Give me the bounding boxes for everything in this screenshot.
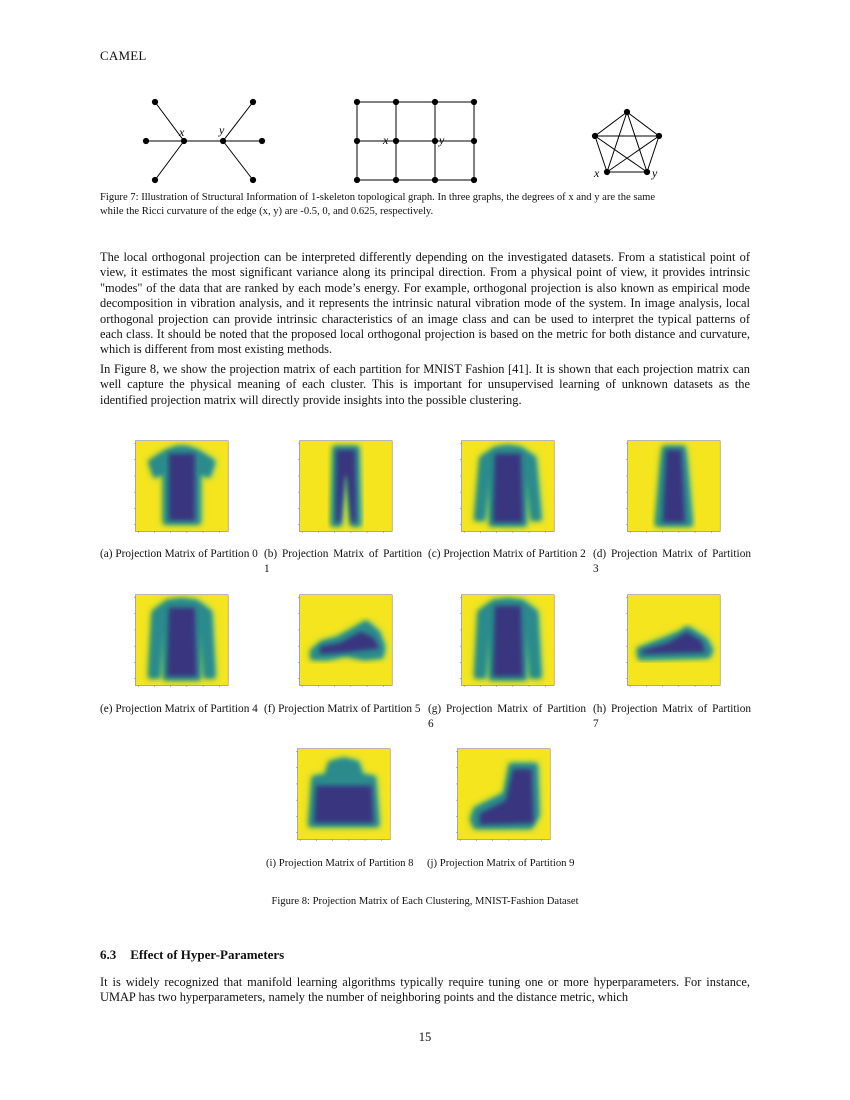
projection-matrix-shirt <box>454 590 556 694</box>
page-number: 15 <box>418 1030 432 1044</box>
panel-h <box>620 590 722 694</box>
running-header: CAMEL <box>100 48 147 63</box>
graph-complete-k5 <box>592 109 661 174</box>
section-title: Effect of Hyper-Parameters <box>130 947 285 962</box>
matrix-core <box>314 786 373 823</box>
figure7-svg <box>140 96 760 186</box>
graph-grid <box>354 99 476 182</box>
projection-matrix-boot <box>450 744 552 848</box>
section-paragraph: It is widely recognized that manifold learning algorithms typically require tuning one or more hyperparameters. For instance, UMAP has two hyperparameters, namely the number of neighboring points and the distance metric, which <box>100 975 750 1005</box>
subcaption-c: (c) Projection Matrix of Partition 2 <box>428 548 586 560</box>
projection-matrix-bag <box>290 744 392 848</box>
subcaption-e: (e) Projection Matrix of Partition 4 <box>100 703 258 715</box>
panel-c <box>454 436 556 540</box>
subcaption-f: (f) Projection Matrix of Partition 5 <box>264 703 421 715</box>
subcaption-b: (b) Projection Matrix of Partition 1 <box>264 548 422 575</box>
graph1-label-y: y <box>219 123 225 137</box>
projection-matrix-dress <box>620 436 722 540</box>
graph2-label-x: x <box>383 133 389 147</box>
matrix-core <box>493 606 523 676</box>
paragraph-figure8-intro: In Figure 8, we show the projection matrix of each partition for MNIST Fashion [41]. It is shown that each projection matrix can well capture the physical meaning of each cluster. This is important for unsupervised learning of unknown datasets as the identified projection matrix will directly provide insights into the possible clustering. <box>100 362 750 407</box>
panel-a <box>128 436 230 540</box>
graph3-label-x: x <box>594 166 600 180</box>
paragraph-orthogonal-projection: The local orthogonal projection can be interpreted differently depending on the investigated datasets. From a statistical point of view, it estimates the most significant variance along its principal direction. From a physical point of view, it provides intrinsic "modes" of the data that are ranked by each mode’s energy. For example, orthogonal projection is also known as empirical mode decomposition in vibration analysis, and it represents the intrinsic natural vibration mode of the system. In image analysis, local orthogonal projection can provide intrinsic characteristics of an image class and can be used to interpret the typical patterns of each class. It should be noted that the proposed local orthogonal projection is based on the metric for both distance and curvature, which is different from most existing methods. <box>100 250 750 357</box>
section-number: 6.3 <box>100 947 117 962</box>
section-heading <box>100 947 284 963</box>
projection-matrix-sneaker <box>620 590 722 694</box>
panel-i <box>290 744 392 848</box>
matrix-core <box>663 450 685 522</box>
panel-j <box>450 744 552 848</box>
graph3-label-y: y <box>652 166 658 180</box>
figure7-caption-line1: Figure 7: Illustration of Structural Information of 1-skeleton topological graph. In three graphs, the degrees of x and y are the same <box>100 192 656 203</box>
projection-matrix-tshirt <box>128 436 230 540</box>
panel-f <box>292 590 394 694</box>
panel-b <box>292 436 394 540</box>
panel-d <box>620 436 722 540</box>
projection-matrix-sandal <box>292 590 394 694</box>
matrix-core <box>167 608 197 677</box>
subcaption-g: (g) Projection Matrix of Partition 6 <box>428 703 586 730</box>
graph1-label-x: x <box>179 125 185 139</box>
subcaption-i: (i) Projection Matrix of Partition 8 <box>266 857 414 869</box>
subcaption-a: (a) Projection Matrix of Partition 0 <box>100 548 258 560</box>
figure8-caption: Figure 8: Projection Matrix of Each Clustering, MNIST-Fashion Dataset <box>271 896 579 907</box>
graph2-label-y: y <box>439 133 445 147</box>
panel-e <box>128 590 230 694</box>
projection-matrix-pullover <box>454 436 556 540</box>
panel-g <box>454 590 556 694</box>
matrix-core <box>493 454 523 523</box>
matrix-core <box>169 454 195 521</box>
subcaption-h: (h) Projection Matrix of Partition 7 <box>593 703 751 730</box>
projection-matrix-coat <box>128 590 230 694</box>
projection-matrix-trouser <box>292 436 394 540</box>
subcaption-d: (d) Projection Matrix of Partition 3 <box>593 548 751 575</box>
figure7-caption-line2: while the Ricci curvature of the edge (x, y) are -0.5, 0, and 0.625, respectively. <box>100 206 434 217</box>
graph-star-pair <box>143 99 264 182</box>
figure7-graphs <box>140 96 760 186</box>
figure7-caption <box>100 191 752 219</box>
subcaption-j: (j) Projection Matrix of Partition 9 <box>427 857 575 869</box>
